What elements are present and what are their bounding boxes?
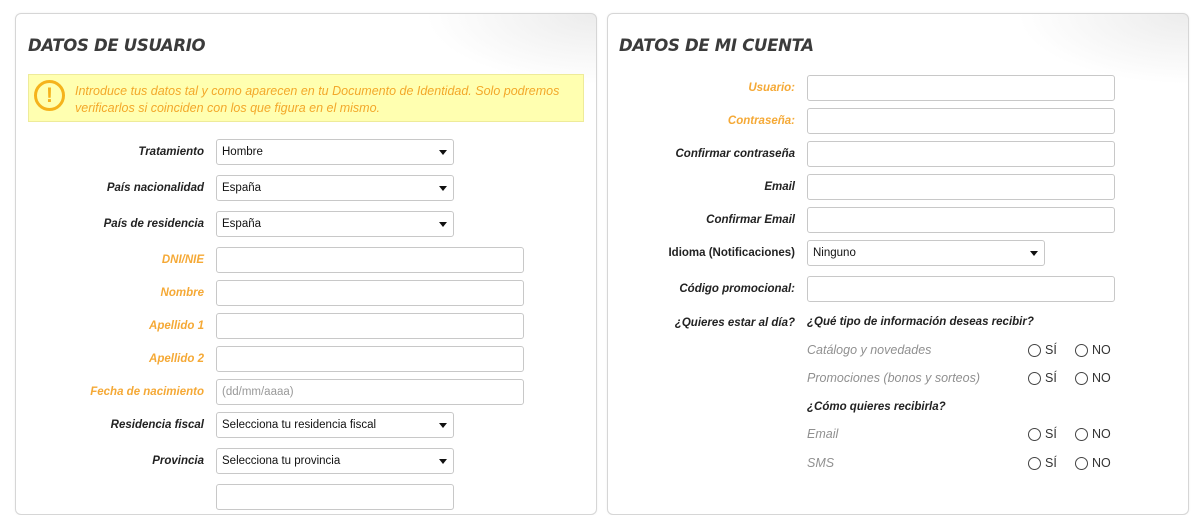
codigo-promocional-label: Código promocional: bbox=[679, 283, 795, 295]
dni-label: DNI/NIE bbox=[161, 254, 204, 266]
pais-nacionalidad-select[interactable] bbox=[216, 175, 454, 201]
caret-down-icon bbox=[439, 186, 447, 191]
apellido1-row bbox=[16, 313, 596, 339]
confirmar-contrasena-input[interactable] bbox=[807, 141, 1115, 167]
channel-question: ¿Cómo quieres recibirla? bbox=[807, 401, 946, 413]
pais-nacionalidad-label: País nacionalidad bbox=[106, 182, 204, 194]
no-label: NO bbox=[1092, 427, 1111, 441]
provincia-select[interactable] bbox=[216, 448, 454, 474]
nombre-input[interactable] bbox=[216, 280, 524, 306]
radio-circle-icon bbox=[1028, 372, 1041, 385]
idioma-label: Idioma (Notificaciones) bbox=[668, 247, 795, 259]
promociones-yes-radio[interactable] bbox=[1028, 371, 1068, 387]
confirmar-email-label: Confirmar Email bbox=[706, 214, 795, 226]
codigo-promocional-input[interactable] bbox=[807, 276, 1115, 302]
residencia-fiscal-value: Selecciona tu residencia fiscal bbox=[222, 419, 377, 431]
info-type-question: ¿Qué tipo de información deseas recibir? bbox=[807, 316, 1034, 328]
caret-down-icon bbox=[439, 150, 447, 155]
pais-residencia-label: País de residencia bbox=[103, 218, 204, 230]
sms-yes-radio[interactable] bbox=[1028, 456, 1068, 472]
account-data-title: DATOS DE MI CUENTA bbox=[619, 36, 814, 55]
pais-residencia-row bbox=[16, 211, 596, 237]
caret-down-icon bbox=[439, 423, 447, 428]
radio-circle-icon bbox=[1075, 457, 1088, 470]
no-label: NO bbox=[1092, 343, 1111, 357]
apellido2-input[interactable] bbox=[216, 346, 524, 372]
confirmar-email-row bbox=[608, 207, 1188, 233]
residencia-fiscal-select[interactable] bbox=[216, 412, 454, 438]
tratamiento-select[interactable] bbox=[216, 139, 454, 165]
residencia-fiscal-row bbox=[16, 412, 596, 438]
email-input[interactable] bbox=[807, 174, 1115, 200]
provincia-row bbox=[16, 448, 596, 474]
promociones-option-label: Promociones (bonos y sorteos) bbox=[807, 371, 980, 385]
confirmar-contrasena-label: Confirmar contraseña bbox=[675, 148, 795, 160]
tratamiento-row bbox=[16, 139, 596, 165]
user-data-title: DATOS DE USUARIO bbox=[28, 36, 206, 55]
yes-label: SÍ bbox=[1045, 343, 1057, 357]
idioma-value: Ninguno bbox=[813, 247, 856, 259]
contrasena-label: Contraseña: bbox=[727, 115, 795, 127]
contrasena-row bbox=[608, 108, 1188, 134]
caret-down-icon bbox=[439, 459, 447, 464]
promociones-no-radio[interactable] bbox=[1075, 371, 1120, 387]
confirmar-contrasena-row bbox=[608, 141, 1188, 167]
pais-residencia-select[interactable] bbox=[216, 211, 454, 237]
fecha-nacimiento-label: Fecha de nacimiento bbox=[90, 386, 204, 398]
usuario-label: Usuario: bbox=[748, 82, 795, 94]
tratamiento-label: Tratamiento bbox=[138, 146, 204, 158]
yes-label: SÍ bbox=[1045, 371, 1057, 385]
yes-label: SÍ bbox=[1045, 427, 1057, 441]
dni-row bbox=[16, 247, 596, 273]
apellido2-label: Apellido 2 bbox=[149, 353, 204, 365]
yes-label: SÍ bbox=[1045, 456, 1057, 470]
nombre-label: Nombre bbox=[160, 287, 204, 299]
catalogo-yes-radio[interactable] bbox=[1028, 343, 1068, 359]
next-field-row bbox=[16, 484, 596, 510]
codigo-promocional-row bbox=[608, 276, 1188, 302]
no-label: NO bbox=[1092, 371, 1111, 385]
next-field-select[interactable] bbox=[216, 484, 454, 510]
radio-circle-icon bbox=[1028, 457, 1041, 470]
nombre-row bbox=[16, 280, 596, 306]
email-row bbox=[608, 174, 1188, 200]
fecha-nacimiento-input[interactable]: (dd/mm/aaaa) bbox=[216, 379, 524, 405]
sms-no-radio[interactable] bbox=[1075, 456, 1120, 472]
identity-notice bbox=[28, 74, 584, 122]
usuario-row bbox=[608, 75, 1188, 101]
apellido1-label: Apellido 1 bbox=[149, 320, 204, 332]
tratamiento-value: Hombre bbox=[222, 146, 263, 158]
catalogo-no-radio[interactable] bbox=[1075, 343, 1120, 359]
dni-input[interactable] bbox=[216, 247, 524, 273]
email-yes-radio[interactable] bbox=[1028, 427, 1068, 443]
caret-down-icon bbox=[439, 222, 447, 227]
exclamation-circle-icon: ! bbox=[34, 80, 65, 111]
residencia-fiscal-label: Residencia fiscal bbox=[110, 419, 204, 431]
idioma-select[interactable] bbox=[807, 240, 1045, 266]
radio-circle-icon bbox=[1028, 428, 1041, 441]
radio-circle-icon bbox=[1075, 344, 1088, 357]
contrasena-input[interactable] bbox=[807, 108, 1115, 134]
no-label: NO bbox=[1092, 456, 1111, 470]
apellido2-row bbox=[16, 346, 596, 372]
email-option-label: Email bbox=[807, 427, 839, 441]
email-label: Email bbox=[764, 181, 795, 193]
apellido1-input[interactable] bbox=[216, 313, 524, 339]
user-data-panel bbox=[15, 13, 597, 515]
account-data-panel bbox=[607, 13, 1189, 515]
caret-down-icon bbox=[1030, 251, 1038, 256]
provincia-label: Provincia bbox=[152, 455, 204, 467]
pais-nacionalidad-value: España bbox=[222, 182, 262, 194]
pais-residencia-value: España bbox=[222, 218, 262, 230]
email-no-radio[interactable] bbox=[1075, 427, 1120, 443]
radio-circle-icon bbox=[1075, 428, 1088, 441]
radio-circle-icon bbox=[1075, 372, 1088, 385]
usuario-input[interactable] bbox=[807, 75, 1115, 101]
identity-notice-text: Introduce tus datos tal y como aparecen en tu Documento de Identidad. Solo podremos verificarlos si coinciden con los que figura en el mismo. bbox=[75, 84, 560, 115]
provincia-value: Selecciona tu provincia bbox=[222, 455, 341, 467]
radio-circle-icon bbox=[1028, 344, 1041, 357]
sms-option-label: SMS bbox=[807, 456, 835, 470]
fecha-nacimiento-row bbox=[16, 379, 596, 405]
pais-nacionalidad-row bbox=[16, 175, 596, 201]
idioma-row bbox=[608, 240, 1188, 266]
catalogo-option-label: Catálogo y novedades bbox=[807, 343, 932, 357]
preferences-label: ¿Quieres estar al día? bbox=[674, 317, 795, 329]
confirmar-email-input[interactable] bbox=[807, 207, 1115, 233]
